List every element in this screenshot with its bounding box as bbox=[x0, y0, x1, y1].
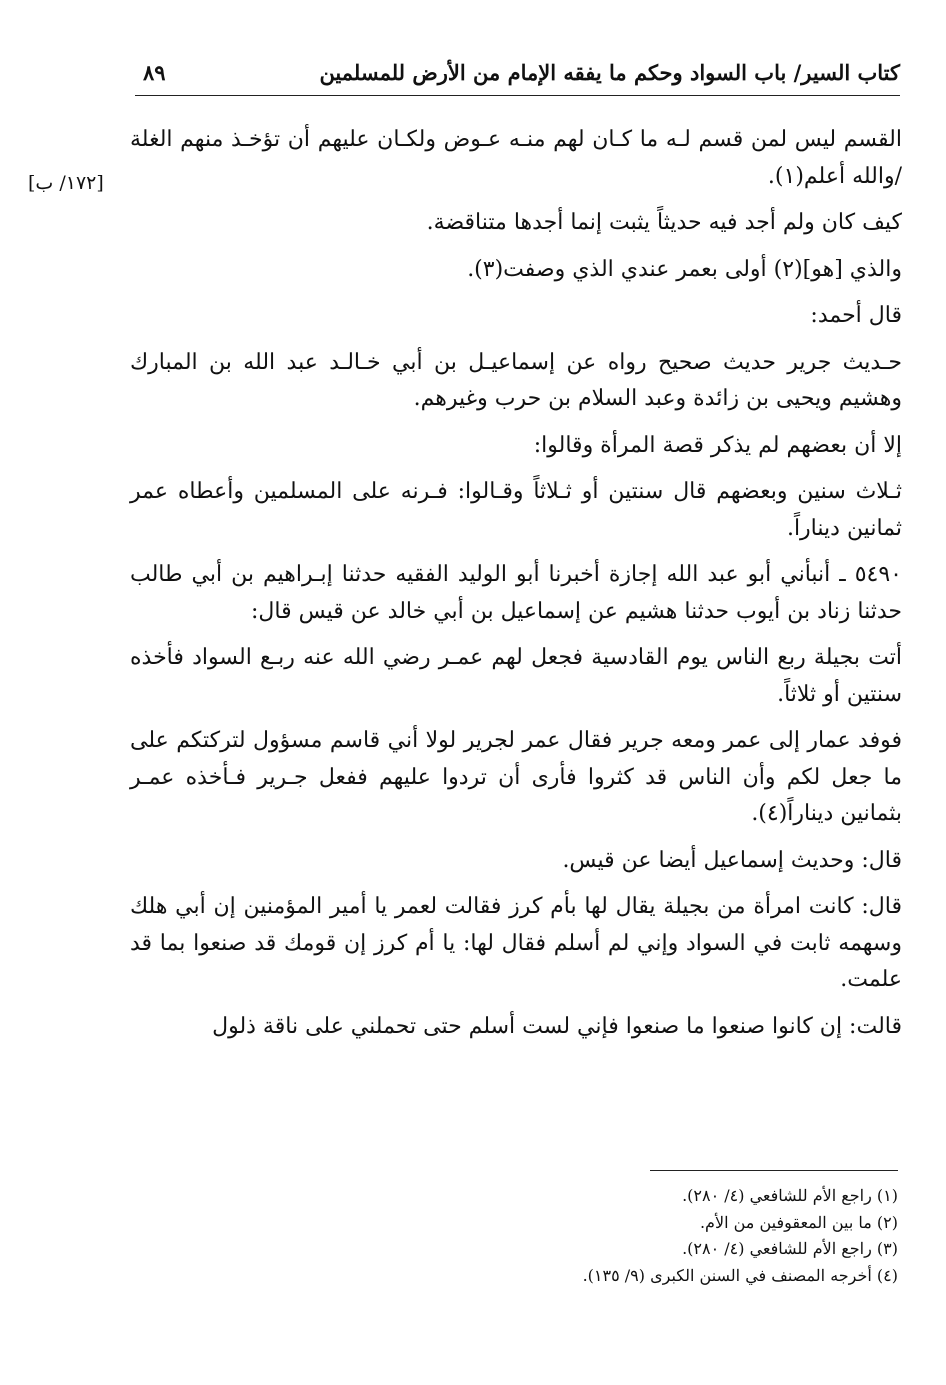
paragraph: إلا أن بعضهم لم يذكر قصة المرأة وقالوا: bbox=[533, 432, 902, 458]
paragraph: أتت بجيلة ربع الناس يوم القادسية فجعل لهم عمـر رضي الله عنه ربـع السواد فأخذه سنتين أو ثلاثاً. bbox=[130, 645, 902, 707]
paragraph: قال: كانت امرأة من بجيلة يقال لها بأم كرز فقالت لعمر يا أمير المؤمنين إن أبي هلك وسهمه ثابت في السواد وإني لم أسلم فقال لها: يا أم كرز إن قومك قد صنعوا بما قد علمت. bbox=[130, 894, 902, 992]
page-number: ٨٩ bbox=[143, 60, 166, 85]
footnote: (١) راجع الأم للشافعي (٤/ ٢٨٠). bbox=[682, 1186, 898, 1205]
margin-folio-note: [١٧٢/ ب] bbox=[28, 172, 104, 194]
paragraph: قالت: إن كانوا صنعوا ما صنعوا فإني لست أسلم حتى تحملني على ناقة ذلول bbox=[212, 1013, 902, 1039]
paragraph: قال أحمد: bbox=[810, 303, 902, 328]
footnotes bbox=[420, 1183, 898, 1289]
paragraph: كيف كان ولم أجد فيه حديثاً يثبت إنما أجدها متناقضة. bbox=[426, 210, 902, 235]
header-rule bbox=[135, 95, 900, 96]
running-header bbox=[135, 60, 900, 92]
footnote-rule bbox=[650, 1170, 898, 1171]
paragraph: قال: وحديث إسماعيل أيضا عن قيس. bbox=[562, 847, 902, 873]
paragraph: ثـلاث سنين وبعضهم قال سنتين أو ثـلاثاً وقـالوا: فـرنه على المسلمين وأعطاه عمر ثمانين ديناراً. bbox=[130, 479, 902, 541]
paragraph: والذي [هو](٢) أولى بعمر عندي الذي وصفت(٣). bbox=[467, 256, 902, 282]
footnote: (٤) أخرجه المصنف في السنن الكبرى (٩/ ١٣٥). bbox=[582, 1265, 898, 1285]
paragraph: فوفد عمار إلى عمر ومعه جرير فقال عمر لجرير لولا أني قاسم مسؤول لتركتكم على ما جعل لكم وأن الناس قد كثروا فأرى أن تردوا عليهم ففعل جـرير فـأخذه عمـر بثمانين ديناراً(٤). bbox=[130, 728, 902, 826]
footnote: (٢) ما بين المعقوفين من الأم. bbox=[699, 1212, 898, 1232]
hadith-number-paragraph: ٥٤٩٠ ـ أنبأني أبو عبد الله إجازة أخبرنا أبو الوليد الفقيه حدثنا إبـراهيم بن أبي طالب حدثنا زناد بن أيوب حدثنا هشيم عن إسماعيل بن أبي خالد عن قيس قال: bbox=[130, 562, 902, 624]
main-text bbox=[130, 122, 902, 1055]
chapter-title: كتاب السير/ باب السواد وحكم ما يفقه الإمام من الأرض للمسلمين bbox=[319, 60, 900, 85]
paragraph: القسم ليس لمن قسم لـه ما كـان لهم منـه عـوض ولكـان عليهم أن تؤخـذ منهم الغلة /والله أعلم(١). bbox=[130, 127, 902, 189]
paragraph: حـديث جرير حديث صحيح رواه عن إسماعيـل بن أبي خـالـد عبد الله بن المبارك وهشيم ويحيى بن زائدة وعبد السلام بن حرب وغيرهم. bbox=[130, 349, 902, 411]
footnote: (٣) راجع الأم للشافعي (٤/ ٢٨٠). bbox=[682, 1239, 898, 1258]
